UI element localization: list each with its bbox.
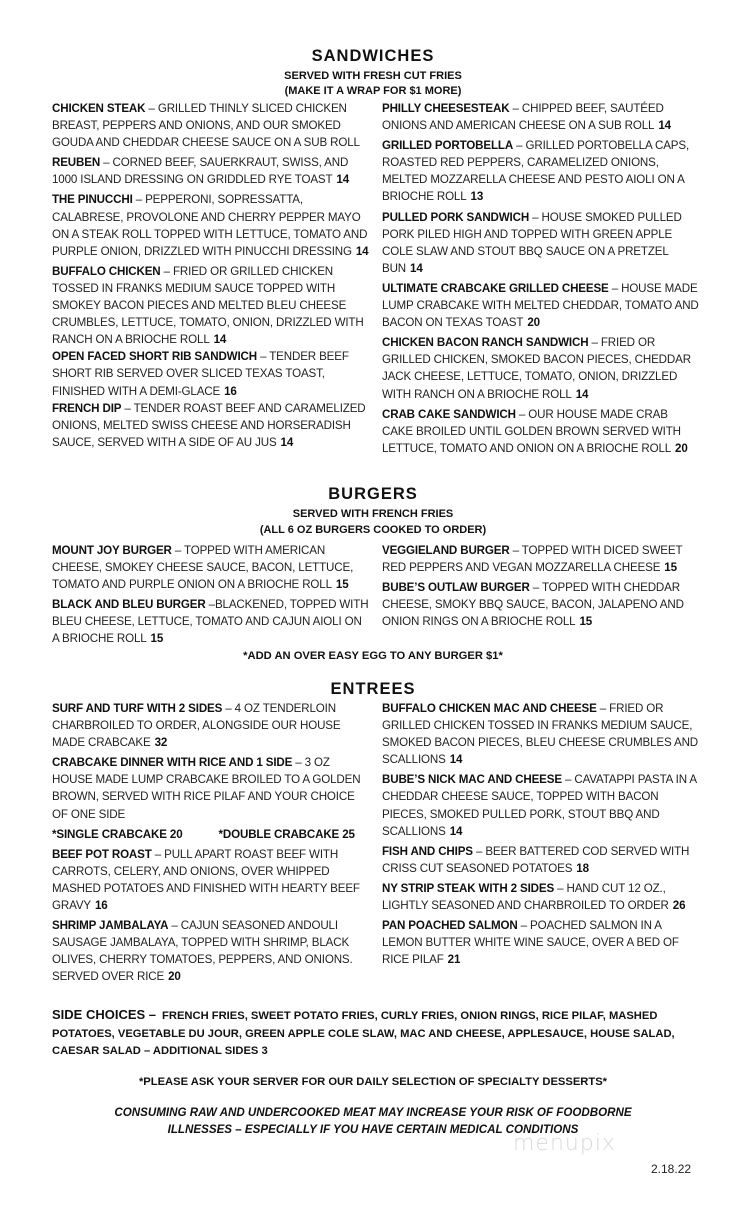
price: 14	[410, 261, 423, 275]
single-crabcake-option: *SINGLE CRABCAKE 20	[52, 827, 183, 841]
menu-item-black-and-bleu-burger: BLACK AND BLEU BURGER –BLACKENED, TOPPED WITH BLEU CHEESE, LETTUCE, TOMATO AND CAJUN AIOLI ON A BRIOCHE ROLL 15	[52, 598, 369, 646]
menu-item-reuben: REUBEN – CORNED BEEF, SAUERKRAUT, SWISS, AND 1000 ISLAND DRESSING ON GRIDDLED RYE TOAST 14	[52, 156, 350, 187]
price: 15	[150, 632, 164, 646]
menu-item-pan-poached-salmon: PAN POACHED SALMON – POACHED SALMON IN A LEMON BUTTER WHITE WINE SAUCE, OVER A BED OF RICE PILAF 21	[382, 919, 679, 967]
price: 16	[224, 384, 237, 398]
price: 21	[447, 953, 461, 967]
warning-line-1: CONSUMING RAW AND UNDERCOOKED MEAT MAY INCREASE YOUR RISK OF FOODBORNE	[114, 1106, 632, 1119]
sandwiches-wrap-note: (MAKE IT A WRAP FOR $1 MORE)	[284, 85, 462, 97]
warning-line-2: ILLNESSES – ESPECIALLY IF YOU HAVE CERTAIN MEDICAL CONDITIONS	[167, 1123, 579, 1136]
side-choices-label: SIDE CHOICES –	[52, 1007, 157, 1022]
menu-item-mount-joy-burger: MOUNT JOY BURGER – TOPPED WITH AMERICAN CHEESE, SMOKEY CHEESE SAUCE, BACON, LETTUCE, TOMATO AND PURPLE ONION ON A BRIOCHE ROLL 15	[52, 544, 354, 592]
price: 32	[154, 736, 168, 750]
price: 26	[672, 899, 686, 913]
menu-item-short-rib: OPEN FACED SHORT RIB SANDWICH – TENDER BEEF SHORT RIB SERVED OVER SLICED TEXAS TOAST, FINISHED WITH A DEMI-GLACE 16	[52, 350, 349, 398]
menu-item-shrimp-jambalaya: SHRIMP JAMBALAYA – CAJUN SEASONED ANDOULI SAUSAGE JAMBALAYA, TOPPED WITH SHRIMP, BLACK OLIVES, CHERRY TOMATOES, PEPPERS, AND ONIONS. SERVED OVER RICE 20	[52, 919, 353, 984]
menu-item-chicken-steak: CHICKEN STEAK – GRILLED THINLY SLICED CHICKEN BREAST, PEPPERS AND ONIONS, AND OUR SMOKED GOUDA AND CHEDDAR CHEESE SAUCE ON A SUB ROLL	[52, 102, 360, 150]
price: 14	[575, 387, 589, 401]
menu-item-crab-cake-sandwich: CRAB CAKE SANDWICH – OUR HOUSE MADE CRAB CAKE BROILED UNTIL GOLDEN BROWN SERVED WITH LETTUCE, TOMATO AND ONION ON A BRIOCHE ROLL 20	[382, 407, 688, 455]
price: 14	[658, 119, 671, 133]
sandwiches-title: SANDWICHES	[311, 47, 435, 65]
food-safety-warning	[0, 1104, 746, 1138]
price: 13	[470, 190, 484, 204]
burgers-right-column	[382, 542, 700, 633]
double-crabcake-option: *DOUBLE CRABCAKE 25	[218, 827, 355, 841]
side-choices	[52, 1006, 712, 1061]
price: 14	[336, 173, 350, 187]
menu-date: 2.18.22	[651, 1162, 692, 1176]
menu-item-french-dip: FRENCH DIP – TENDER ROAST BEEF AND CARAMELIZED ONIONS, MELTED SWISS CHEESE AND HORSERADISH SAUCE, SERVED WITH A SIDE OF AU JUS 14	[52, 401, 366, 449]
menu-item-beef-pot-roast: BEEF POT ROAST – PULL APART ROAST BEEF WITH CARROTS, CELERY, AND ONIONS, OVER WHIPPED MASHED POTATOES AND FINISHED WITH HEARTY BEEF GRAVY 16	[52, 847, 360, 913]
price: 20	[168, 970, 181, 984]
sandwiches-subtitle: SERVED WITH FRESH CUT FRIES	[284, 70, 462, 82]
burgers-left-column	[52, 542, 370, 651]
menu-item-crabcake-dinner: CRABCAKE DINNER WITH RICE AND 1 SIDE – 3 OZ HOUSE MADE LUMP CRABCAKE BROILED TO A GOLDEN BROWN, SERVED WITH RICE PILAF AND YOUR CHOICE OF ONE SIDE	[52, 756, 361, 821]
menu-item-surf-and-turf: SURF AND TURF WITH 2 SIDES – 4 OZ TENDERLOIN CHARBROILED TO ORDER, ALONGSIDE OUR HOUSE MADE CRABCAKE 32	[52, 702, 341, 750]
menu-item-ny-strip-steak: NY STRIP STEAK WITH 2 SIDES – HAND CUT 12 OZ., LIGHTLY SEASONED AND CHARBROILED TO ORDER 26	[382, 881, 686, 913]
crabcake-size-options	[52, 826, 370, 843]
menu-item-philly-cheesesteak: PHILLY CHEESESTEAK – CHIPPED BEEF, SAUTÉED ONIONS AND AMERICAN CHEESE ON A SUB ROLL 14	[382, 102, 671, 133]
price: 16	[94, 899, 108, 913]
menu-item-fish-and-chips: FISH AND CHIPS – BEER BATTERED COD SERVED WITH CRISS CUT SEASONED POTATOES 18	[382, 844, 690, 875]
menu-item-bubes-outlaw-burger: BUBE’S OUTLAW BURGER – TOPPED WITH CHEDDAR CHEESE, SMOKY BBQ SAUCE, BACON, JALAPENO AND ONION RINGS ON A BRIOCHE ROLL 15	[382, 581, 684, 629]
egg-addon-note: *ADD AN OVER EASY EGG TO ANY BURGER $1*	[243, 650, 503, 662]
price: 15	[579, 615, 593, 629]
side-choices-list: FRENCH FRIES, SWEET POTATO FRIES, CURLY FRIES, ONION RINGS, RICE PILAF, MASHED POTATOES, VEGETABLE DU JOUR, GREEN APPLE COLE SLAW, MAC AND CHEESE, APPLESAUCE, HOUSE SALAD, CAESAR SALAD – ADDITIONAL SIDES 3	[52, 1010, 675, 1057]
desserts-note: *PLEASE ASK YOUR SERVER FOR OUR DAILY SELECTION OF SPECIALTY DESSERTS*	[138, 1076, 608, 1088]
menu-item-pinucchi: THE PINUCCHI – PEPPERONI, SOPRESSATTA, CALABRESE, PROVOLONE AND CHERRY PEPPER MAYO ON A STEAK ROLL TOPPED WITH LETTUCE, TOMATO AND PURPLE ONION, DRIZZLED WITH PINUCCHI DRESSING 14	[52, 193, 369, 258]
price: 20	[675, 441, 688, 455]
entrees-right-column	[382, 700, 700, 971]
price: 14	[280, 435, 294, 449]
burgers-title: BURGERS	[328, 485, 418, 503]
menu-item-grilled-portobella: GRILLED PORTOBELLA – GRILLED PORTOBELLA CAPS, ROASTED RED PEPPERS, CARAMELIZED ONIONS, MELTED MOZZARELLA CHEESE AND PESTO AIOLI ON A BRIOCHE ROLL 13	[382, 139, 690, 204]
menu-item-buffalo-chicken: BUFFALO CHICKEN – FRIED OR GRILLED CHICKEN TOSSED IN FRANKS MEDIUM SAUCE TOPPED WITH SMOKEY BACON PIECES AND MELTED BLEU CHEESE CRUMBLES, LETTUCE, TOMATO, ONION, DRIZZLED WITH RANCH ON A BRIOCHE ROLL 14	[52, 264, 364, 347]
menu-item-pulled-pork: PULLED PORK SANDWICH – HOUSE SMOKED PULLED PORK PILED HIGH AND TOPPED WITH GREEN APPLE COLE SLAW AND STOUT BBQ SAUCE ON A PRETZEL BUN 14	[382, 210, 682, 275]
price: 14	[449, 824, 463, 838]
menu-item-bubes-nick-mac: BUBE’S NICK MAC AND CHEESE – CAVATAPPI PASTA IN A CHEDDAR CHEESE SAUCE, TOPPED WITH BACON PIECES, SMOKED PULLED PORK, STOUT BBQ AND SCALLIONS 14	[382, 773, 697, 838]
menupix-watermark: menupix	[513, 1131, 616, 1156]
price: 15	[664, 561, 677, 575]
price: 14	[449, 753, 463, 767]
price: 18	[576, 861, 589, 875]
burgers-cook-note: (ALL 6 OZ BURGERS COOKED TO ORDER)	[259, 524, 487, 536]
menu-item-chicken-bacon-ranch: CHICKEN BACON RANCH SANDWICH – FRIED OR GRILLED CHICKEN, SMOKED BACON PIECES, CHEDDAR JACK CHEESE, LETTUCE, TOMATO, ONION, DRIZZLED WITH RANCH ON A BRIOCHE ROLL 14	[382, 336, 691, 401]
menu-item-crabcake-grilled-cheese: ULTIMATE CRABCAKE GRILLED CHEESE – HOUSE MADE LUMP CRABCAKE WITH MELTED CHEDDAR, TOMATO AND BACON ON TEXAS TOAST 20	[382, 281, 699, 330]
price: 14	[355, 244, 369, 258]
sandwiches-left-column	[52, 100, 370, 454]
sandwiches-right-column	[382, 100, 700, 460]
menu-item-veggieland-burger: VEGGIELAND BURGER – TOPPED WITH DICED SWEET RED PEPPERS AND VEGAN MOZZARELLA CHEESE 15	[382, 544, 683, 575]
burgers-subtitle: SERVED WITH FRENCH FRIES	[292, 508, 454, 520]
price: 15	[335, 578, 349, 592]
price: 20	[527, 316, 540, 330]
entrees-title: ENTREES	[330, 680, 416, 698]
price: 14	[213, 333, 227, 347]
entrees-left-column	[52, 700, 370, 989]
menu-item-buffalo-chicken-mac: BUFFALO CHICKEN MAC AND CHEESE – FRIED OR GRILLED CHICKEN TOSSED IN FRANKS MEDIUM SAUCE, SMOKED BACON PIECES, BLEU CHEESE CRUMBLES AND SCALLIONS 14	[382, 702, 699, 767]
